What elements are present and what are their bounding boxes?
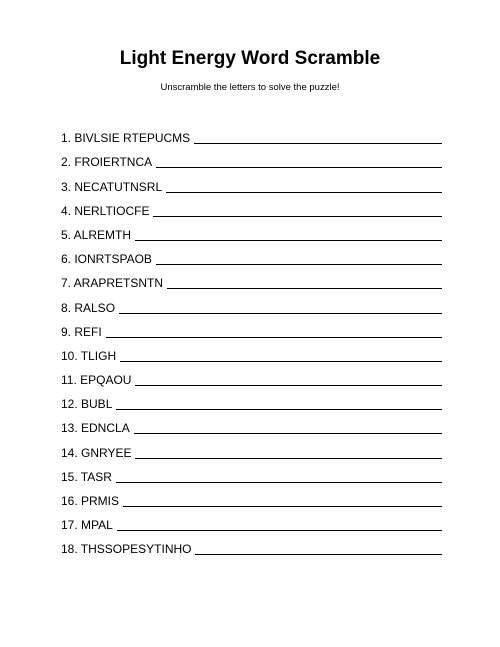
answer-line xyxy=(135,228,442,241)
scramble-item xyxy=(61,339,442,363)
scramble-item xyxy=(61,411,442,435)
answer-line xyxy=(153,204,442,217)
answer-line xyxy=(106,325,442,338)
scramble-item xyxy=(61,532,442,556)
answer-line xyxy=(117,518,442,531)
scramble-item xyxy=(61,242,442,266)
answer-line xyxy=(194,131,442,144)
answer-line xyxy=(195,542,442,555)
answer-line xyxy=(156,155,442,168)
scramble-item xyxy=(61,218,442,242)
scrambled-word: 11. EPQAOU xyxy=(61,373,132,388)
scrambled-word: 15. TASR xyxy=(61,469,112,484)
scrambled-word: 10. TLIGH xyxy=(61,348,117,363)
scramble-item xyxy=(61,266,442,290)
scramble-list xyxy=(61,121,442,556)
scrambled-word: 17. MPAL xyxy=(61,518,113,533)
scrambled-word: 7. ARAPRETSNTN xyxy=(61,276,164,291)
answer-line xyxy=(116,470,442,483)
scramble-item xyxy=(61,460,442,484)
scramble-item xyxy=(61,290,442,314)
scramble-item xyxy=(61,315,442,339)
scramble-item xyxy=(61,145,442,169)
answer-line xyxy=(167,276,442,289)
answer-line xyxy=(134,421,442,434)
scrambled-word: 3. NECATUTNSRL xyxy=(61,179,163,194)
answer-line xyxy=(135,373,442,386)
scrambled-word: 13. EDNCLA xyxy=(61,421,130,436)
scramble-item xyxy=(61,387,442,411)
answer-line xyxy=(120,349,442,362)
scramble-item xyxy=(61,508,442,532)
worksheet-title: Light Energy Word Scramble xyxy=(119,48,381,69)
answer-line xyxy=(135,446,442,459)
answer-line xyxy=(166,180,442,193)
scrambled-word: 16. PRMIS xyxy=(61,494,120,508)
scrambled-word: 6. IONRTSPAOB xyxy=(61,252,152,267)
scramble-item xyxy=(61,121,442,145)
answer-line xyxy=(123,494,442,507)
scramble-item xyxy=(61,435,442,459)
scramble-item xyxy=(61,194,442,218)
answer-line xyxy=(116,397,442,410)
scrambled-word: 12. BUBL xyxy=(61,397,113,412)
scrambled-word: 9. REFI xyxy=(61,324,102,339)
worksheet-instructions: Unscramble the letters to solve the puzzle! xyxy=(160,82,340,93)
answer-line xyxy=(156,252,442,265)
scramble-item xyxy=(61,363,442,387)
scrambled-word: 2. FROIERTNCA xyxy=(61,155,153,170)
scrambled-word: 14. GNRYEE xyxy=(61,445,132,460)
scrambled-word: 8. RALSO xyxy=(61,300,116,315)
scrambled-word: 1. BIVLSIE RTEPUCMS xyxy=(61,131,191,146)
answer-line xyxy=(119,301,442,314)
scrambled-word: 5. ALREMTH xyxy=(61,227,132,242)
scrambled-word: 4. NERLTIOCFE xyxy=(61,203,150,218)
scramble-item xyxy=(61,484,442,508)
scramble-item xyxy=(61,169,442,193)
scrambled-word: 18. THSSOPESYTINHO xyxy=(61,542,192,557)
